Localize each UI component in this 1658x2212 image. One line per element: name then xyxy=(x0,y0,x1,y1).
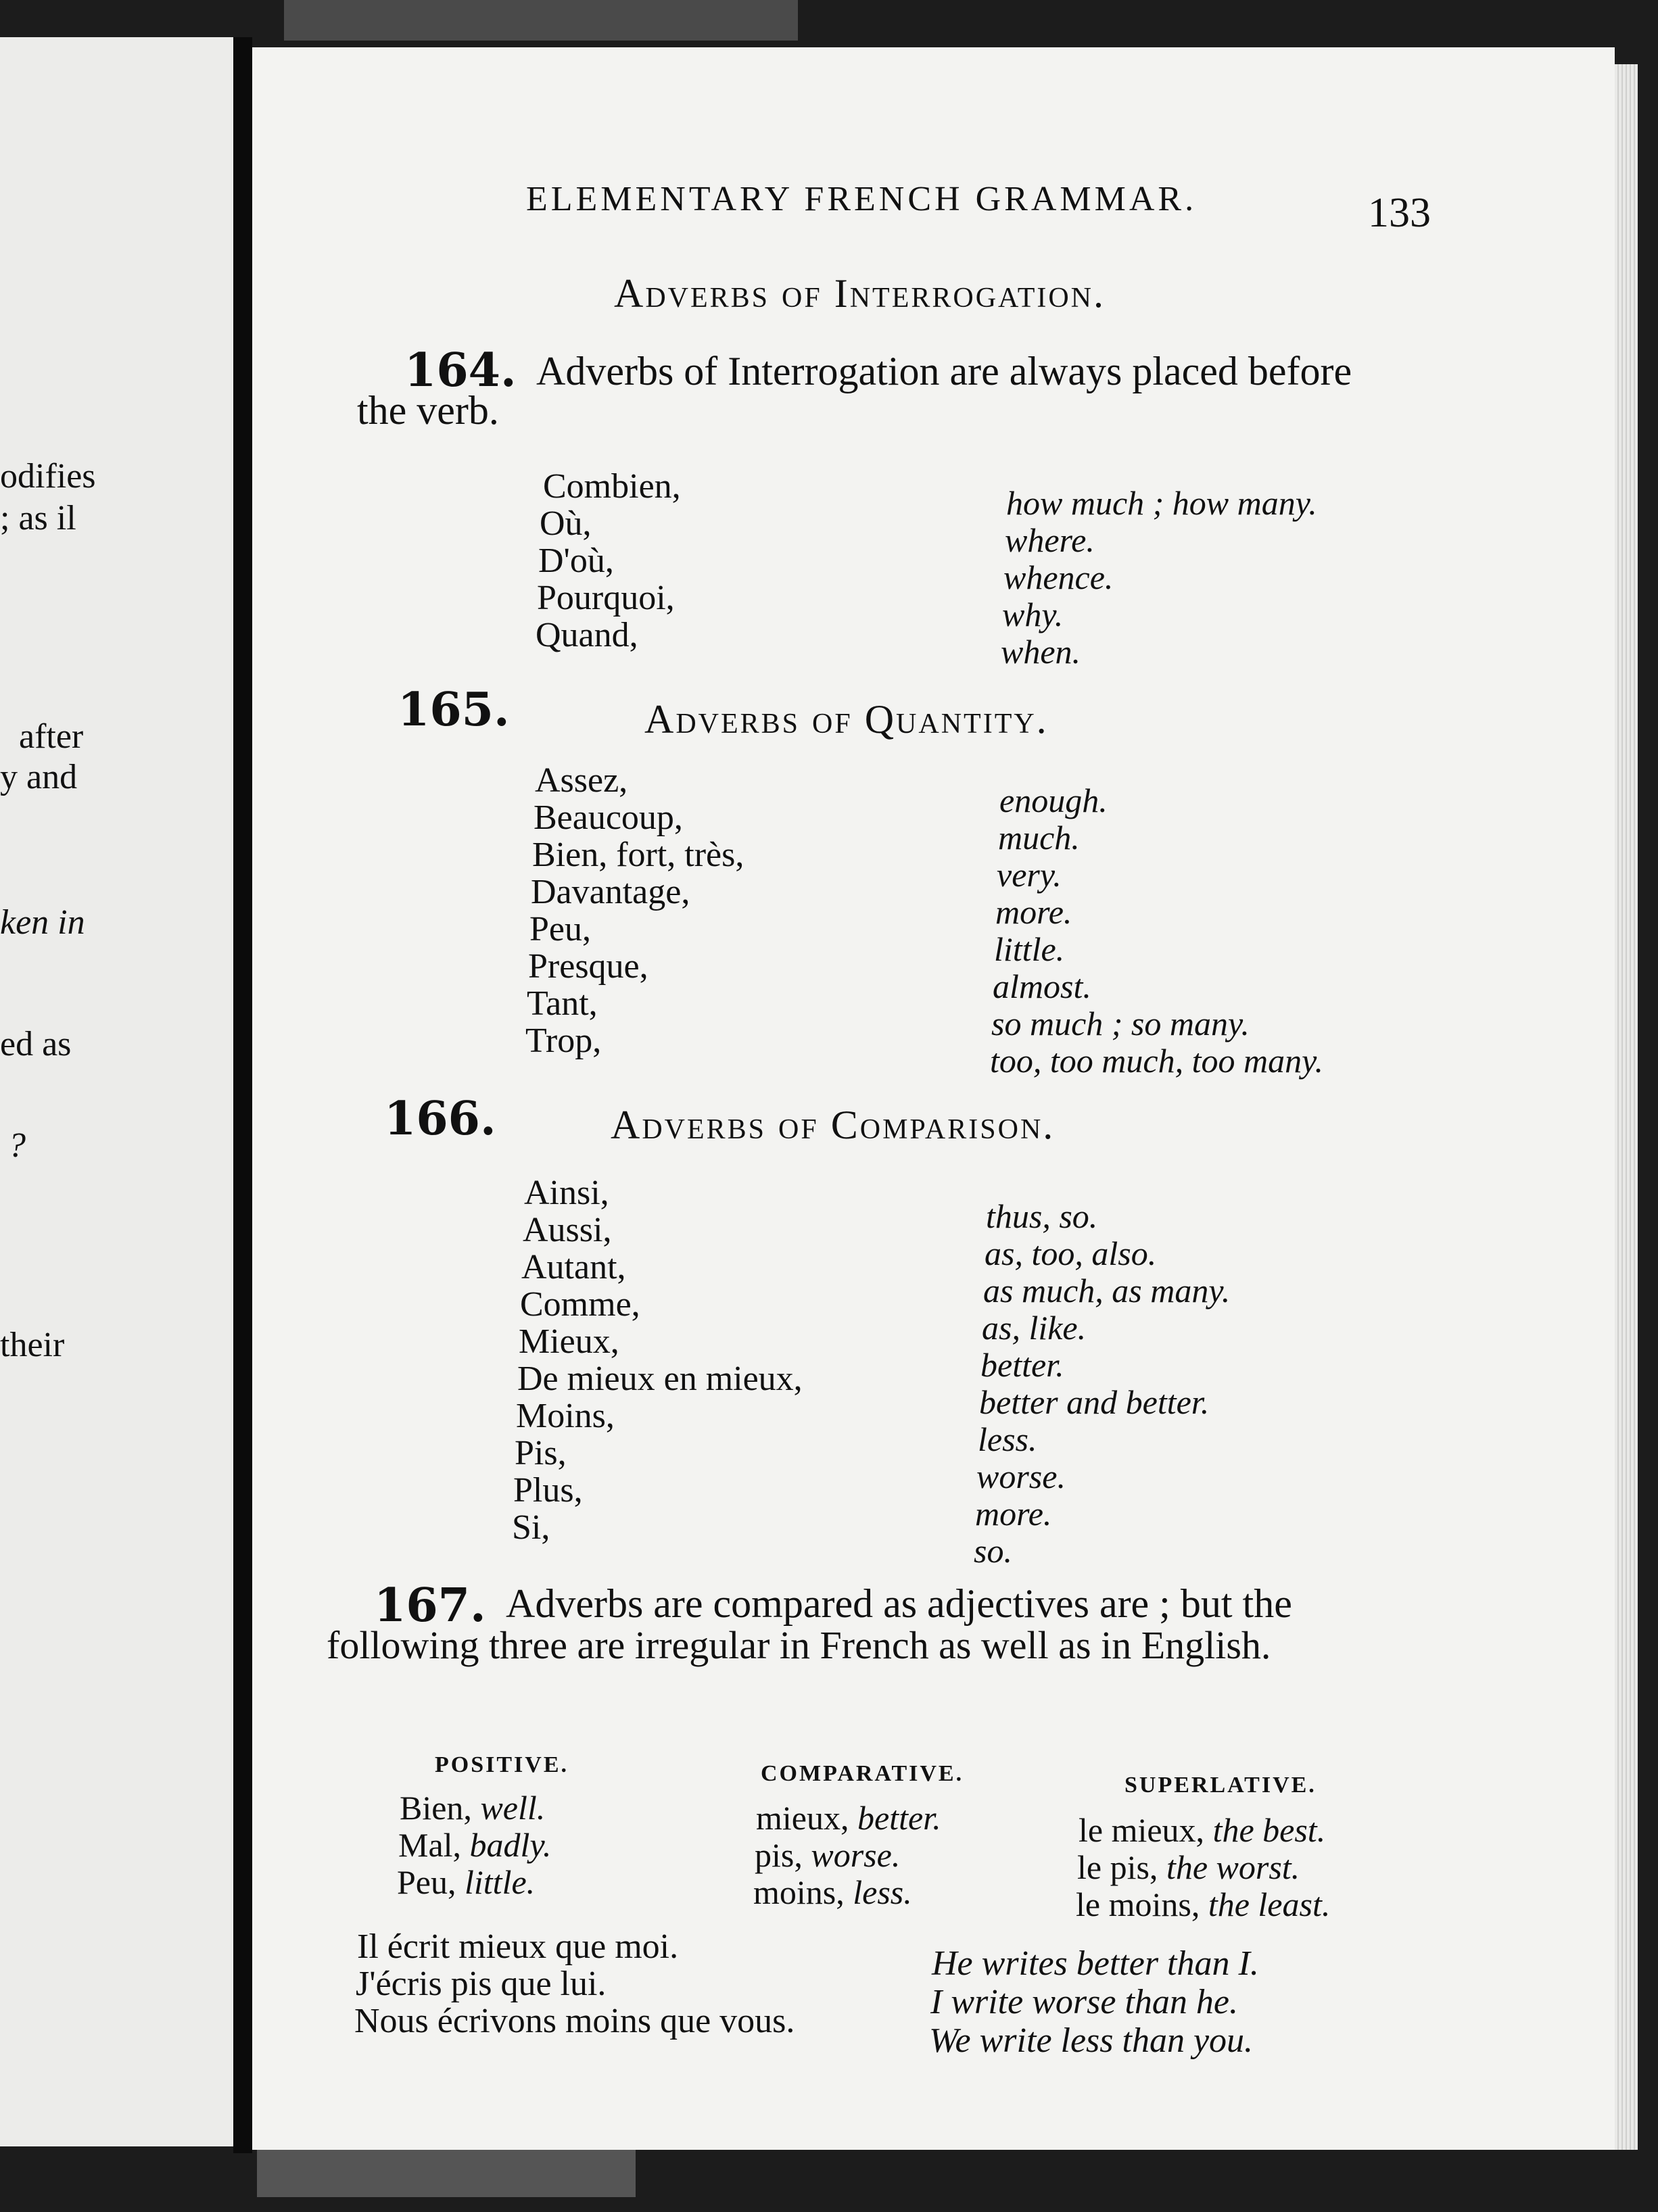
english-gloss: worse. xyxy=(976,1458,1066,1495)
french-word: Aussi, xyxy=(523,1211,612,1249)
section-number: 167. xyxy=(374,1579,486,1633)
french-word: Moins, xyxy=(516,1397,615,1435)
example-french: Il écrit mieux que moi. xyxy=(357,1927,679,1966)
left-fragment: their xyxy=(0,1326,65,1364)
english-gloss: thus, so. xyxy=(986,1197,1098,1235)
running-header: ELEMENTARY FRENCH GRAMMAR. xyxy=(526,180,1198,218)
left-fragment: after xyxy=(19,717,84,756)
french-word: Comme, xyxy=(520,1285,640,1324)
french-word: Combien, xyxy=(543,467,681,506)
positive-form: Bien, well. xyxy=(400,1789,546,1827)
french-word: Quand, xyxy=(536,616,638,654)
comparative-form: pis, worse. xyxy=(755,1836,901,1874)
english-gloss: whence. xyxy=(1003,558,1114,596)
comparative-form: moins, less. xyxy=(753,1873,912,1911)
paragraph-line: the verb. xyxy=(357,388,499,433)
french-word: Presque, xyxy=(528,947,648,986)
english-gloss: how much ; how many. xyxy=(1006,484,1317,522)
english-gloss: so much ; so many. xyxy=(991,1005,1250,1042)
english-gloss: more. xyxy=(975,1495,1052,1533)
french-word: Plus, xyxy=(513,1471,583,1510)
english-gloss: better and better. xyxy=(979,1383,1210,1421)
section-heading: Adverbs of Quantity. xyxy=(644,697,1049,742)
left-fragment: odifies xyxy=(0,457,96,496)
french-word: Davantage, xyxy=(531,873,690,911)
french-word: Où, xyxy=(540,504,592,543)
english-gloss: as, too, also. xyxy=(985,1234,1157,1272)
french-word: De mieux en mieux, xyxy=(517,1360,803,1398)
column-header-superlative: SUPERLATIVE. xyxy=(1124,1773,1317,1798)
english-gloss: little. xyxy=(994,930,1065,968)
english-gloss: when. xyxy=(1001,633,1081,671)
positive-form: Mal, badly. xyxy=(398,1826,552,1864)
english-gloss: where. xyxy=(1005,521,1095,559)
paragraph-line: following three are irregular in French as well as in English. xyxy=(327,1623,1271,1667)
book-gutter xyxy=(233,37,252,2153)
superlative-form: le pis, the worst. xyxy=(1077,1848,1300,1886)
english-gloss: enough. xyxy=(999,782,1108,819)
french-word: Pis, xyxy=(515,1434,567,1472)
superlative-form: le moins, the least. xyxy=(1076,1885,1331,1923)
french-word: D'où, xyxy=(538,542,614,580)
french-word: Si, xyxy=(512,1508,550,1547)
french-word: Autant, xyxy=(521,1248,626,1287)
section-number: 165. xyxy=(398,683,510,737)
left-fragment: ken in xyxy=(0,903,85,942)
french-word: Tant, xyxy=(527,984,598,1023)
scan-border-top xyxy=(284,0,798,41)
left-fragment: ; as il xyxy=(0,499,76,537)
english-gloss: better. xyxy=(980,1346,1064,1384)
english-gloss: almost. xyxy=(993,967,1091,1005)
section-heading: Adverbs of Interrogation. xyxy=(614,271,1106,316)
left-fragment: ed as xyxy=(0,1025,72,1063)
superlative-form: le mieux, the best. xyxy=(1079,1811,1326,1849)
comparative-form: mieux, better. xyxy=(756,1799,941,1837)
french-word: Trop, xyxy=(525,1021,602,1060)
column-header-positive: POSITIVE. xyxy=(435,1752,569,1777)
english-gloss: so. xyxy=(974,1532,1012,1570)
section-number: 164. xyxy=(404,343,517,398)
left-fragment: y and xyxy=(0,758,78,796)
section-number: 166. xyxy=(384,1092,496,1146)
left-page xyxy=(0,37,233,2146)
paragraph-line: Adverbs are compared as adjectives are ; but the xyxy=(506,1581,1292,1626)
french-word: Peu, xyxy=(529,910,591,948)
english-gloss: much. xyxy=(998,819,1080,857)
column-header-comparative: COMPARATIVE. xyxy=(761,1761,964,1786)
french-word: Beaucoup, xyxy=(534,798,683,837)
example-english: We write less than you. xyxy=(929,2021,1254,2060)
french-word: Bien, fort, très, xyxy=(532,836,744,874)
right-page xyxy=(252,47,1615,2150)
example-french: Nous écrivons moins que vous. xyxy=(354,2002,795,2040)
english-gloss: too, too much, too many. xyxy=(990,1042,1324,1080)
page-number: 133 xyxy=(1368,190,1431,236)
english-gloss: why. xyxy=(1002,596,1064,633)
paragraph-line: Adverbs of Interrogation are always placed before xyxy=(536,349,1352,393)
english-gloss: more. xyxy=(995,893,1072,931)
example-french: J'écris pis que lui. xyxy=(356,1965,607,2003)
positive-form: Peu, little. xyxy=(397,1863,536,1901)
left-fragment: ? xyxy=(8,1126,26,1165)
english-gloss: very. xyxy=(997,856,1062,894)
english-gloss: as, like. xyxy=(982,1309,1087,1347)
page-edge xyxy=(1615,64,1638,2150)
scan-border-bottom xyxy=(257,2150,636,2197)
french-word: Ainsi, xyxy=(524,1174,609,1212)
example-english: I write worse than he. xyxy=(930,1983,1238,2021)
french-word: Assez, xyxy=(535,761,628,800)
section-heading: Adverbs of Comparison. xyxy=(611,1103,1056,1147)
french-word: Pourquoi, xyxy=(537,579,675,617)
example-english: He writes better than I. xyxy=(932,1944,1259,1983)
french-word: Mieux, xyxy=(519,1322,619,1361)
english-gloss: as much, as many. xyxy=(983,1272,1231,1309)
english-gloss: less. xyxy=(978,1420,1037,1458)
